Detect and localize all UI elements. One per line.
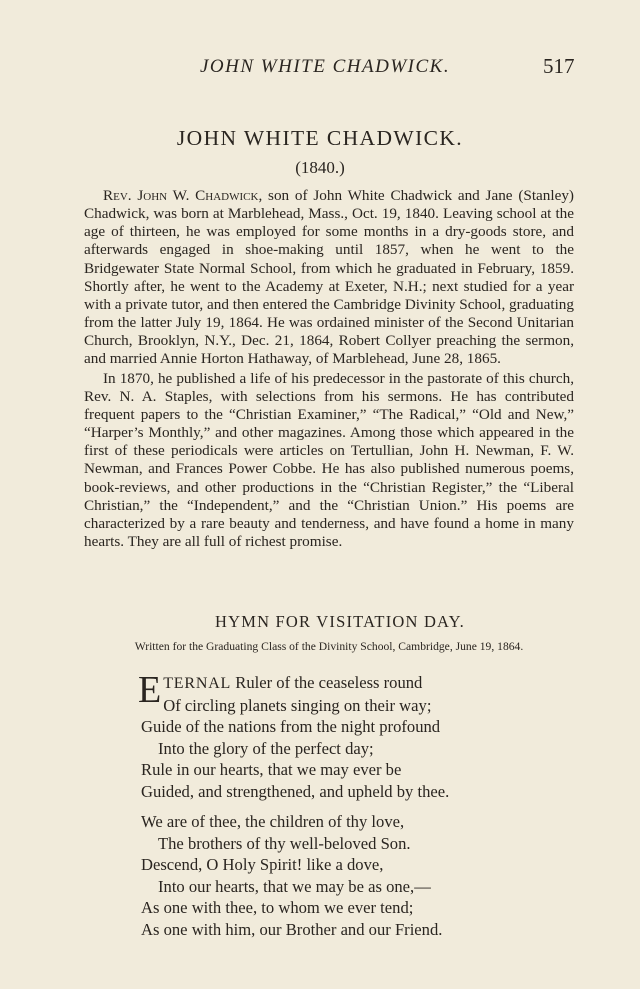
verse-line: As one with thee, to whom we ever tend; [141,898,414,917]
verse-line: As one with him, our Brother and our Friend. [141,919,443,939]
verse-line: Rule in our hearts, that we may ever be [141,760,402,779]
hymn-stanza-2 [141,811,561,940]
running-head: JOHN WHITE CHADWICK. [200,56,451,77]
bio-paragraph-2: In 1870, he published a life of his predecessor in the pastorate of this church, Rev. N. A. Staples, with selections from his sermons. He has contributed frequent papers to the “Christian Examiner,” “The Radical,” “Old and New,” “Harper’s Monthly,” and other magazines. Among those which appeared in the first of these periodicals were articles on Tertullian, John H. Newman, F. W. Newman, and Frances Power Cobbe. He has also published numerous poems, book-reviews, and other productions in the “Christian Register,” the “Liberal Christian,” the “Independent,” and the “Christian Union.” His poems are characterized by a rare beauty and tenderness, and have found a home in many hearts. They are all full of richest promise. [84,369,574,550]
hymn-stanza-1 [138,669,561,802]
first-word: TERNAL [163,675,232,692]
hymn-dedication: Written for the Graduating Class of the Divinity School, Cambridge, June 19, 1864. [134,640,524,653]
bio-paragraph-1-text: , son of John White Chadwick and Jane (Stanley) Chadwick, was born at Marblehead, Mass., Oct. 19, 1840. Leaving school at the age of thirteen, he was employed for some months in a dry-goods store, and afterwards engaged in shoe-making until 1857, when he went to the Bridgewater State Normal School, from which he graduated in February, 1859. Shortly after, he went to the Academy at Exeter, N.H.; next studied for a year with a private tutor, and then entered the Cambridge Divinity School, graduating from the latter July 19, 1864. He was ordained minister of the Second Unitarian Church, Brooklyn, N.Y., Dec. 21, 1864, Robert Collyer preaching the sermon, and married Annie Horton Hathaway, of Marblehead, June 28, 1865. [84,187,574,368]
verse-line: Into the glory of the perfect day; [158,738,374,758]
entry-title: JOHN WHITE CHADWICK. [176,126,464,150]
bio-lead-name: Rev. John W. Chadwick [103,187,259,204]
entry-years: (1840.) [295,158,345,177]
verse-line: Into our hearts, that we may be as one,— [158,876,431,896]
bio-paragraph-1 [84,187,574,369]
verse-line: The brothers of thy well-beloved Son. [158,833,411,853]
hymn-title: HYMN FOR VISITATION DAY. [215,612,465,631]
drop-cap: E [138,669,162,711]
page-number: 517 [543,54,575,78]
verse-line: Of circling planets singing on their way; [163,695,432,715]
verse-line: We are of thee, the children of thy love, [141,812,405,831]
verse-line: Guided, and strengthened, and upheld by thee. [141,781,450,801]
verse-line: Descend, O Holy Spirit! like a dove, [141,855,384,874]
biography [84,187,574,551]
verse-line: Guide of the nations from the night profound [141,717,441,736]
first-line-rest: Ruler of the ceaseless round [231,673,423,692]
